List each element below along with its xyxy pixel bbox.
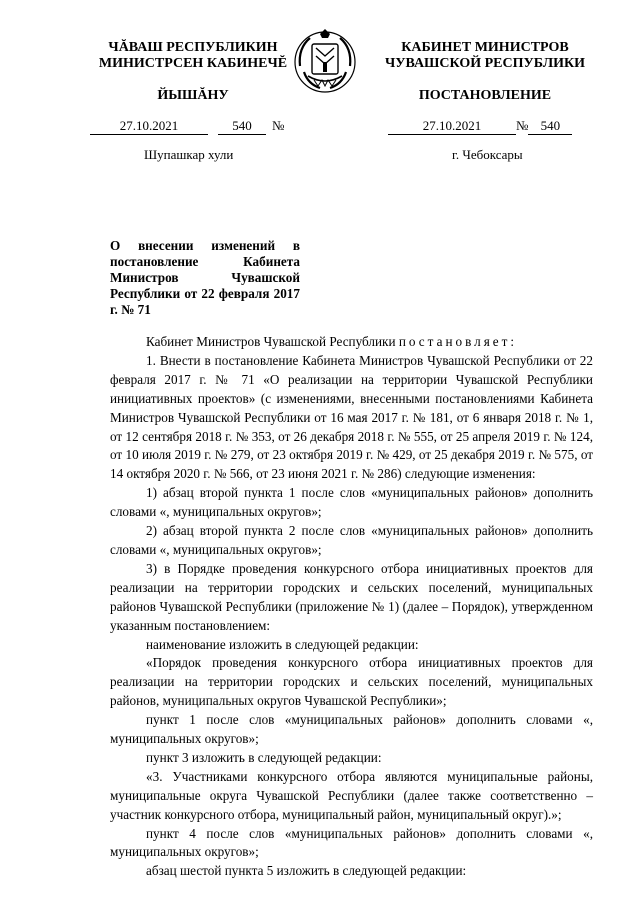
document-subject: О внесении изменений в постановление Кабинета Министров Чувашской Республики от 22 февраля 2017 г. № 71: [110, 238, 300, 317]
header-right-line1: КАБИНЕТ МИНИСТРОВ: [401, 40, 569, 55]
document-body: [110, 333, 593, 881]
date-right: 27.10.2021: [388, 118, 516, 135]
number-sign-left: №: [272, 118, 285, 133]
body-paragraph: 1) абзац второй пункта 1 после слов «муниципальных районов» дополнить словами «, муниципальных округов»;: [110, 485, 593, 520]
body-paragraph: абзац шестой пункта 5 изложить в следующей редакции:: [146, 863, 467, 879]
intro-text: Кабинет Министров Чувашской Республики: [146, 334, 396, 349]
body-paragraph: наименование изложить в следующей редакции:: [146, 636, 419, 652]
intro-paragraph: [110, 333, 593, 352]
body-paragraph: 2) абзац второй пункта 2 после слов «муниципальных районов» дополнить словами «, муниципальных округов»;: [110, 523, 593, 557]
number-right: 540: [528, 118, 572, 135]
header-right: [370, 40, 600, 72]
intro-verb: постановляет:: [398, 334, 518, 349]
date-left: 27.10.2021: [90, 118, 208, 135]
header-left-line1: ЧĂВАШ РЕСПУБЛИКИН: [108, 40, 278, 55]
header-left-line2: МИНИСТРСЕН КАБИНЕЧĔ: [98, 56, 288, 71]
header-right-line2: ЧУВАШСКОЙ РЕСПУБЛИКИ: [384, 56, 586, 71]
header-left-kind: ЙЫШĂНУ: [157, 88, 229, 103]
header-left: [78, 40, 308, 72]
body-paragraph: пункт 4 после слов «муниципальных районов» дополнить словами «, муниципальных округов»;: [110, 825, 593, 860]
number-left: 540: [218, 118, 266, 135]
number-row-right: [388, 118, 572, 135]
body-paragraph: 1. Внести в постановление Кабинета Министров Чувашской Республики от 22 февраля 2017 г. № 71 «О реализации на территории Чувашской Республики инициативных проектов» (с изменениями, внесенными постановлениями Кабинета Министров Чувашской Республики от 16 мая 2017 г. № 181, от 6 января 2018 г. № 1, от 12 сентября 2018 г. № 353, от 26 декабря 2018 г. № 555, от 25 апреля 2019 г. № 124, от 10 июля 2019 г. № 279, от 23 октября 2019 г. № 429, от 25 декабря 2019 г. № 575, от 14 октября 2020 г. № 566, от 23 июня 2021 г. № 286) следующие изменения:: [110, 352, 593, 482]
place-right: г. Чебоксары: [452, 147, 523, 162]
header-right-kind: ПОСТАНОВЛЕНИЕ: [418, 88, 552, 103]
body-paragraph: пункт 1 после слов «муниципальных районов» дополнить словами «, муниципальных округов»;: [110, 712, 593, 747]
body-paragraph: 3) в Порядке проведения конкурсного отбора инициативных проектов для реализации на территории городских и сельских поселений, муниципальных районов Чувашской Республики (приложение № 1) (далее – Порядок), утвержденном указанным постановлением:: [110, 560, 593, 633]
coat-of-arms-icon: [290, 26, 360, 96]
body-paragraph: пункт 3 изложить в следующей редакции:: [146, 749, 382, 765]
number-sign-right: №: [516, 118, 529, 133]
number-row-left: [90, 118, 284, 135]
body-paragraph: «Порядок проведения конкурсного отбора инициативных проектов для реализации на территории городских и сельских поселений, муниципальных районов, муниципальных округов Чувашской Республики»;: [110, 655, 593, 709]
body-paragraph: «3. Участниками конкурсного отбора являются муниципальные районы, муниципальные округа Чувашской Республики (далее также соответственно – участник конкурсного отбора, муниципальный район, муниципальный округ).»;: [110, 768, 593, 822]
place-left: Шупашкар хули: [144, 147, 234, 162]
